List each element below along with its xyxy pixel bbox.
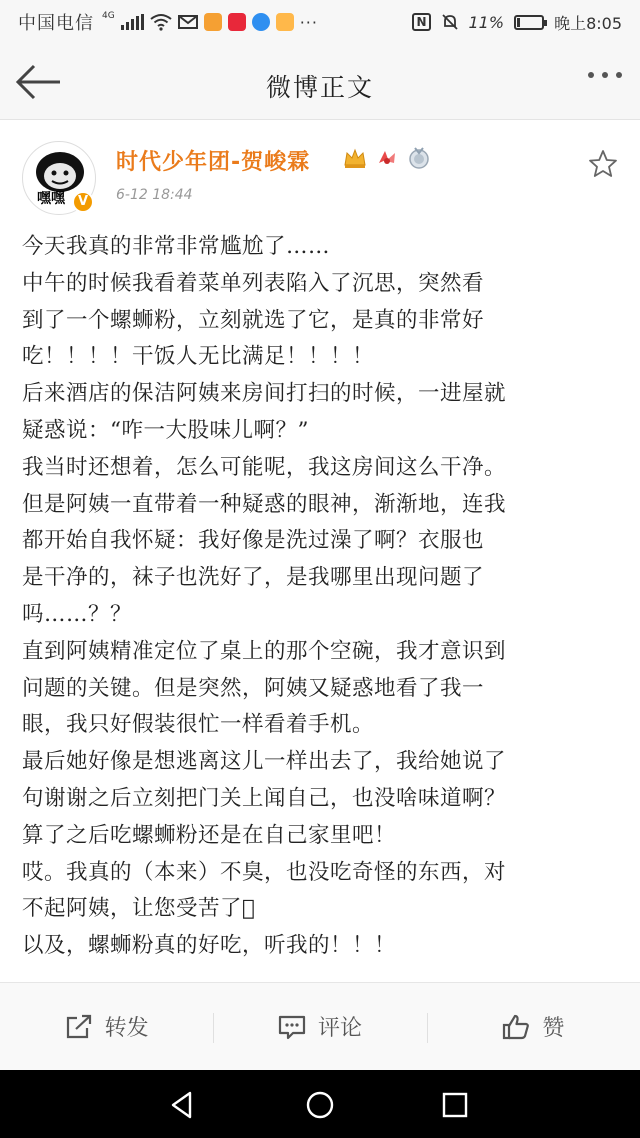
user-badges <box>342 145 432 171</box>
signal-icon <box>121 14 144 30</box>
gift-badge-icon[interactable] <box>374 145 400 171</box>
like-button[interactable] <box>427 983 640 1070</box>
verified-icon: V <box>72 191 94 213</box>
post-line: 句谢谢之后立刻把门关上闻自己，也没啥味道啊？ <box>22 785 507 811</box>
post-line: 都开始自我怀疑：我好像是洗过澡了啊？衣服也 <box>22 528 485 554</box>
post-line: 吗……？？ <box>22 601 133 627</box>
post-line: 中午的时候我看着菜单列表陷入了沉思，突然看 <box>22 270 485 296</box>
repost-icon <box>65 1014 93 1040</box>
title-bar <box>0 44 640 120</box>
post-line: 以及，螺蛳粉真的好吃，听我的！！！ <box>22 933 397 959</box>
post-line: 眼，我只好假装很忙一样看着手机。 <box>22 712 375 738</box>
favorite-button[interactable] <box>588 149 618 179</box>
battery-icon <box>514 15 544 30</box>
post-line: 后来酒店的保洁阿姨来房间打扫的时候，一进屋就 <box>22 381 507 407</box>
post-line: 最后她好像是想逃离这儿一样出去了，我给她说了 <box>22 749 507 775</box>
home-circle-icon[interactable] <box>305 1090 335 1120</box>
post-line: 是干净的，袜子也洗好了，是我哪里出现问题了 <box>22 565 485 591</box>
wifi-icon <box>150 13 172 31</box>
battery-percent: 11% <box>468 12 505 32</box>
username[interactable]: 时代少年团-贺峻霖 <box>116 150 311 175</box>
browser-app-icon <box>252 13 270 31</box>
star-icon <box>588 149 618 179</box>
post-line: 疑惑说：“咋一大股味儿啊？” <box>22 417 309 443</box>
mail-icon <box>178 14 198 30</box>
back-triangle-icon[interactable] <box>168 1090 198 1120</box>
post-line: 到了一个螺蛳粉，立刻就选了它，是真的非常好 <box>22 307 485 333</box>
recents-square-icon[interactable] <box>440 1090 470 1120</box>
network-type: 4G <box>102 11 115 21</box>
clock: 晚上8:05 <box>554 13 622 33</box>
comment-button[interactable] <box>213 983 426 1070</box>
action-bar <box>0 982 640 1070</box>
crown-badge-icon[interactable] <box>342 145 368 171</box>
repost-button[interactable] <box>0 983 213 1070</box>
status-bar <box>0 0 640 44</box>
post-line: 我当时还想着，怎么可能呢，我这房间这么干净。 <box>22 454 507 480</box>
system-nav-bar <box>0 1070 640 1138</box>
more-options-button[interactable] <box>588 72 622 78</box>
post-line: 今天我真的非常非常尴尬了…… <box>22 234 331 259</box>
post-line: 但是阿姨一直带着一种疑惑的眼神，渐渐地，连我 <box>22 491 507 517</box>
post-line: 吃！！！！干饭人无比满足！！！！ <box>22 344 375 370</box>
post-line: 问题的关键。但是突然，阿姨又疑惑地看了我一 <box>22 675 485 701</box>
repost-label: 转发 <box>104 1016 149 1041</box>
post-time: 6-12 18:44 <box>116 187 193 203</box>
video-app-icon <box>204 13 222 31</box>
app-icon <box>276 13 294 31</box>
avatar-caption: 嘿嘿 <box>37 191 65 207</box>
more-dots-icon <box>588 72 594 78</box>
page-title: 微博正文 <box>265 73 374 102</box>
post-text <box>22 229 622 965</box>
comment-label: 评论 <box>317 1016 362 1041</box>
post-line: 不起阿姨，让您受苦了􀀀 <box>22 896 256 922</box>
mute-icon <box>441 13 459 31</box>
post-line: 算了之后吃螺蛳粉还是在自己家里吧！ <box>22 822 397 848</box>
more-icon: ··· <box>299 12 318 32</box>
medal-badge-icon[interactable] <box>406 145 432 171</box>
carrier-label: 中国电信 <box>18 13 94 34</box>
post-line: 哎。我真的（本来）不臭，也没吃奇怪的东西，对 <box>22 859 507 885</box>
comment-icon <box>278 1014 306 1040</box>
post-line: 直到阿姨精准定位了桌上的那个空碗，我才意识到 <box>22 638 507 664</box>
xiaohongshu-app-icon <box>228 13 246 31</box>
nfc-icon: N <box>412 13 430 31</box>
like-label: 赞 <box>542 1016 565 1041</box>
thumbs-up-icon <box>502 1013 530 1041</box>
